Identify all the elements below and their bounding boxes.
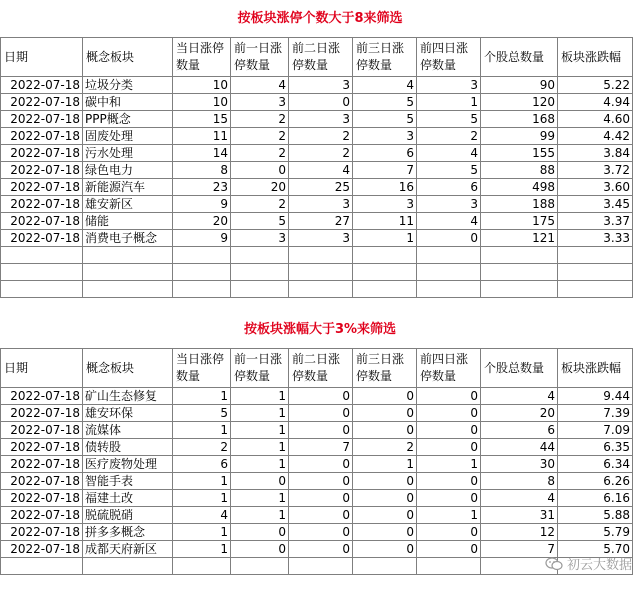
empty-cell [558, 264, 633, 281]
table-cell: 4 [481, 490, 558, 507]
table-cell: 2022-07-18 [1, 213, 83, 230]
table-cell: 1 [231, 439, 289, 456]
table-row [1, 128, 633, 145]
table-cell: 5 [417, 111, 481, 128]
empty-cell [83, 264, 173, 281]
empty-row [1, 558, 633, 575]
empty-cell [231, 264, 289, 281]
table-cell: 2 [231, 196, 289, 213]
table-cell: 0 [289, 422, 353, 439]
column-header: 前三日涨停数量 [353, 349, 417, 388]
table-cell: 4 [289, 162, 353, 179]
table-row [1, 490, 633, 507]
table-cell: 2022-07-18 [1, 77, 83, 94]
empty-cell [417, 281, 481, 298]
table-cell: 储能 [83, 213, 173, 230]
table-cell: 6 [417, 179, 481, 196]
table-cell: 2 [231, 145, 289, 162]
table-cell: 2022-07-18 [1, 162, 83, 179]
table-cell: 2022-07-18 [1, 111, 83, 128]
column-header: 当日涨停数量 [173, 38, 231, 77]
table-cell: 15 [173, 111, 231, 128]
table-cell: 2 [417, 128, 481, 145]
empty-cell [289, 264, 353, 281]
table-row [1, 213, 633, 230]
table-cell: 11 [173, 128, 231, 145]
table-cell: 0 [417, 230, 481, 247]
table-cell: 0 [417, 439, 481, 456]
empty-cell [558, 247, 633, 264]
table-cell: 121 [481, 230, 558, 247]
table-cell: 9 [173, 230, 231, 247]
table-cell: 155 [481, 145, 558, 162]
table-row [1, 422, 633, 439]
table-row [1, 473, 633, 490]
table-cell: 0 [289, 507, 353, 524]
table-cell: 3 [289, 230, 353, 247]
empty-cell [173, 281, 231, 298]
column-header: 前三日涨停数量 [353, 38, 417, 77]
empty-cell [1, 558, 83, 575]
table-cell: 16 [353, 179, 417, 196]
column-header: 概念板块 [83, 349, 173, 388]
table-cell: 30 [481, 456, 558, 473]
table-cell: 188 [481, 196, 558, 213]
column-header: 日期 [1, 349, 83, 388]
table-cell: 0 [353, 524, 417, 541]
table-cell: 20 [481, 405, 558, 422]
table-cell: 0 [353, 507, 417, 524]
table-cell: 污水处理 [83, 145, 173, 162]
table-cell: 0 [289, 388, 353, 405]
table-cell: 23 [173, 179, 231, 196]
column-header: 个股总数量 [481, 38, 558, 77]
table-cell: 3.84 [558, 145, 633, 162]
table-cell: 0 [231, 473, 289, 490]
empty-cell [353, 264, 417, 281]
table-cell: 5 [353, 94, 417, 111]
table-cell: 0 [417, 405, 481, 422]
table-cell: 0 [353, 405, 417, 422]
table-cell: 2022-07-18 [1, 541, 83, 558]
table-cell: 2 [289, 145, 353, 162]
table-cell: 智能手表 [83, 473, 173, 490]
empty-cell [83, 558, 173, 575]
table-cell: 6 [173, 456, 231, 473]
watermark [545, 554, 632, 573]
empty-cell [481, 281, 558, 298]
section2-title: 按板块涨幅大于3%来筛选 [243, 322, 397, 337]
table-cell: 1 [173, 490, 231, 507]
table-cell: 0 [289, 473, 353, 490]
table-row [1, 162, 633, 179]
table-cell: 4 [231, 77, 289, 94]
column-header: 前一日涨停数量 [231, 349, 289, 388]
table-cell: 脱硫脱硝 [83, 507, 173, 524]
table-cell: 3 [417, 77, 481, 94]
table-cell: 1 [231, 422, 289, 439]
table-cell: 10 [173, 77, 231, 94]
table-row [1, 541, 633, 558]
table-cell: 1 [173, 473, 231, 490]
table-cell: 0 [231, 524, 289, 541]
column-header: 板块涨跌幅 [558, 38, 633, 77]
table-cell: 2022-07-18 [1, 388, 83, 405]
table-cell: 2 [231, 111, 289, 128]
table-cell: 0 [289, 541, 353, 558]
table-cell: 新能源汽车 [83, 179, 173, 196]
table-cell: 雄安环保 [83, 405, 173, 422]
table-cell: 矿山生态修复 [83, 388, 173, 405]
table-cell: 2022-07-18 [1, 439, 83, 456]
table-cell: 9.44 [558, 388, 633, 405]
table-row [1, 388, 633, 405]
table-cell: 2022-07-18 [1, 490, 83, 507]
gain-table [0, 348, 633, 575]
table-cell: 0 [353, 473, 417, 490]
empty-cell [417, 264, 481, 281]
table-cell: 2022-07-18 [1, 128, 83, 145]
table-cell: 2022-07-18 [1, 456, 83, 473]
table-cell: 3 [289, 111, 353, 128]
section1-title: 按板块涨停个数大于8来筛选 [237, 11, 403, 26]
table-cell: 4.94 [558, 94, 633, 111]
column-header: 日期 [1, 38, 83, 77]
table-row [1, 230, 633, 247]
table-cell: 175 [481, 213, 558, 230]
table-cell: 0 [289, 456, 353, 473]
table-row [1, 439, 633, 456]
column-header: 前四日涨停数量 [417, 38, 481, 77]
table-cell: 3.72 [558, 162, 633, 179]
empty-row [1, 247, 633, 264]
column-header: 概念板块 [83, 38, 173, 77]
table-cell: 垃圾分类 [83, 77, 173, 94]
table-cell: 2 [353, 439, 417, 456]
table-cell: 雄安新区 [83, 196, 173, 213]
table-cell: 3.45 [558, 196, 633, 213]
empty-cell [353, 247, 417, 264]
table-cell: 0 [353, 388, 417, 405]
table-row [1, 179, 633, 196]
table-cell: 2022-07-18 [1, 405, 83, 422]
table-cell: 3 [231, 230, 289, 247]
table-cell: 1 [353, 456, 417, 473]
table-cell: 0 [417, 473, 481, 490]
table-cell: 0 [353, 422, 417, 439]
empty-cell [173, 247, 231, 264]
table-cell: 44 [481, 439, 558, 456]
empty-row [1, 281, 633, 298]
table-cell: 10 [173, 94, 231, 111]
table-cell: 7.39 [558, 405, 633, 422]
table-cell: 168 [481, 111, 558, 128]
table-cell: 12 [481, 524, 558, 541]
table-cell: 1 [231, 490, 289, 507]
table-cell: 0 [417, 490, 481, 507]
table-cell: 0 [289, 524, 353, 541]
table-cell: 0 [417, 541, 481, 558]
empty-cell [1, 281, 83, 298]
table-cell: 120 [481, 94, 558, 111]
empty-cell [231, 558, 289, 575]
table-cell: 2022-07-18 [1, 422, 83, 439]
empty-cell [173, 264, 231, 281]
table-cell: 6.35 [558, 439, 633, 456]
wechat-icon [545, 557, 563, 571]
table-cell: 0 [417, 422, 481, 439]
table-cell: 90 [481, 77, 558, 94]
table-cell: 6.26 [558, 473, 633, 490]
table-cell: 4 [353, 77, 417, 94]
table-cell: 3 [353, 196, 417, 213]
empty-cell [558, 281, 633, 298]
table-cell: 0 [417, 388, 481, 405]
table-cell: 3 [289, 77, 353, 94]
table-cell: 11 [353, 213, 417, 230]
table-cell: 31 [481, 507, 558, 524]
empty-cell [353, 558, 417, 575]
empty-cell [173, 558, 231, 575]
empty-row [1, 264, 633, 281]
table-cell: 2022-07-18 [1, 196, 83, 213]
table-cell: 2022-07-18 [1, 145, 83, 162]
empty-cell [83, 281, 173, 298]
table-cell: 固废处理 [83, 128, 173, 145]
table-row [1, 145, 633, 162]
table-cell: 8 [481, 473, 558, 490]
table-cell: PPP概念 [83, 111, 173, 128]
empty-cell [1, 264, 83, 281]
table-cell: 6 [481, 422, 558, 439]
table-cell: 7 [481, 541, 558, 558]
table-cell: 0 [289, 405, 353, 422]
table-cell: 流媒体 [83, 422, 173, 439]
table-cell: 1 [173, 524, 231, 541]
table-cell: 0 [353, 490, 417, 507]
table-cell: 1 [173, 388, 231, 405]
table-cell: 5.22 [558, 77, 633, 94]
table-cell: 88 [481, 162, 558, 179]
table-cell: 5 [353, 111, 417, 128]
column-header: 个股总数量 [481, 349, 558, 388]
table-row [1, 94, 633, 111]
table-cell: 3.60 [558, 179, 633, 196]
table-cell: 1 [417, 94, 481, 111]
table-cell: 20 [231, 179, 289, 196]
empty-cell [83, 247, 173, 264]
table-row [1, 507, 633, 524]
table-cell: 0 [353, 541, 417, 558]
table-row [1, 405, 633, 422]
column-header: 板块涨跌幅 [558, 349, 633, 388]
table-cell: 2022-07-18 [1, 179, 83, 196]
header-row [1, 349, 633, 388]
empty-cell [1, 247, 83, 264]
header-row [1, 38, 633, 77]
table-cell: 3.33 [558, 230, 633, 247]
table-cell: 9 [173, 196, 231, 213]
table-cell: 1 [231, 507, 289, 524]
watermark-text: 初云大数据 [566, 558, 632, 573]
column-header: 前四日涨停数量 [417, 349, 481, 388]
table-cell: 0 [231, 541, 289, 558]
table-cell: 4.42 [558, 128, 633, 145]
table-cell: 拼多多概念 [83, 524, 173, 541]
column-header: 前二日涨停数量 [289, 38, 353, 77]
empty-cell [289, 558, 353, 575]
table-cell: 2022-07-18 [1, 94, 83, 111]
table-cell: 2 [231, 128, 289, 145]
table-cell: 498 [481, 179, 558, 196]
table-cell: 消费电子概念 [83, 230, 173, 247]
empty-cell [231, 247, 289, 264]
table-row [1, 456, 633, 473]
empty-cell [289, 247, 353, 264]
table-cell: 1 [173, 422, 231, 439]
table-cell: 8 [173, 162, 231, 179]
table-row [1, 77, 633, 94]
table-cell: 7 [289, 439, 353, 456]
column-header: 前二日涨停数量 [289, 349, 353, 388]
limit-up-table [0, 37, 633, 298]
table-cell: 2022-07-18 [1, 473, 83, 490]
table-cell: 5 [231, 213, 289, 230]
table-cell: 4 [417, 145, 481, 162]
table-cell: 6 [353, 145, 417, 162]
table-cell: 6.34 [558, 456, 633, 473]
table-cell: 5 [417, 162, 481, 179]
table-cell: 25 [289, 179, 353, 196]
table-cell: 1 [417, 507, 481, 524]
table-cell: 14 [173, 145, 231, 162]
empty-cell [289, 281, 353, 298]
empty-cell [481, 264, 558, 281]
table-cell: 7 [353, 162, 417, 179]
table-cell: 6.16 [558, 490, 633, 507]
empty-cell [417, 247, 481, 264]
table-row [1, 196, 633, 213]
table-cell: 2022-07-18 [1, 524, 83, 541]
table-cell: 4.60 [558, 111, 633, 128]
column-header: 前一日涨停数量 [231, 38, 289, 77]
table-cell: 5.70 [558, 541, 633, 558]
table-cell: 2 [173, 439, 231, 456]
table-cell: 2022-07-18 [1, 230, 83, 247]
table-cell: 0 [289, 490, 353, 507]
table-cell: 20 [173, 213, 231, 230]
table-cell: 4 [481, 388, 558, 405]
table-cell: 5.88 [558, 507, 633, 524]
table-cell: 1 [231, 388, 289, 405]
table-cell: 碳中和 [83, 94, 173, 111]
table-cell: 成都天府新区 [83, 541, 173, 558]
table-cell: 0 [417, 524, 481, 541]
table-cell: 0 [231, 162, 289, 179]
table-cell: 5.79 [558, 524, 633, 541]
table-cell: 4 [173, 507, 231, 524]
empty-cell [481, 247, 558, 264]
empty-cell [231, 281, 289, 298]
empty-cell [353, 281, 417, 298]
table-cell: 4 [417, 213, 481, 230]
table-cell: 27 [289, 213, 353, 230]
table-cell: 2 [289, 128, 353, 145]
table-cell: 债转股 [83, 439, 173, 456]
table-cell: 3 [289, 196, 353, 213]
table-row [1, 111, 633, 128]
table-cell: 7.09 [558, 422, 633, 439]
column-header: 当日涨停数量 [173, 349, 231, 388]
table-cell: 99 [481, 128, 558, 145]
table-cell: 1 [417, 456, 481, 473]
table-cell: 3.37 [558, 213, 633, 230]
table-cell: 医疗废物处理 [83, 456, 173, 473]
table-cell: 3 [353, 128, 417, 145]
table-cell: 3 [417, 196, 481, 213]
table-cell: 1 [231, 456, 289, 473]
table-cell: 3 [231, 94, 289, 111]
table-cell: 0 [289, 94, 353, 111]
table-cell: 绿色电力 [83, 162, 173, 179]
table-cell: 1 [353, 230, 417, 247]
table-row [1, 524, 633, 541]
table-cell: 5 [173, 405, 231, 422]
table-cell: 福建土改 [83, 490, 173, 507]
table-cell: 1 [173, 541, 231, 558]
table-cell: 2022-07-18 [1, 507, 83, 524]
empty-cell [417, 558, 481, 575]
table-cell: 1 [231, 405, 289, 422]
